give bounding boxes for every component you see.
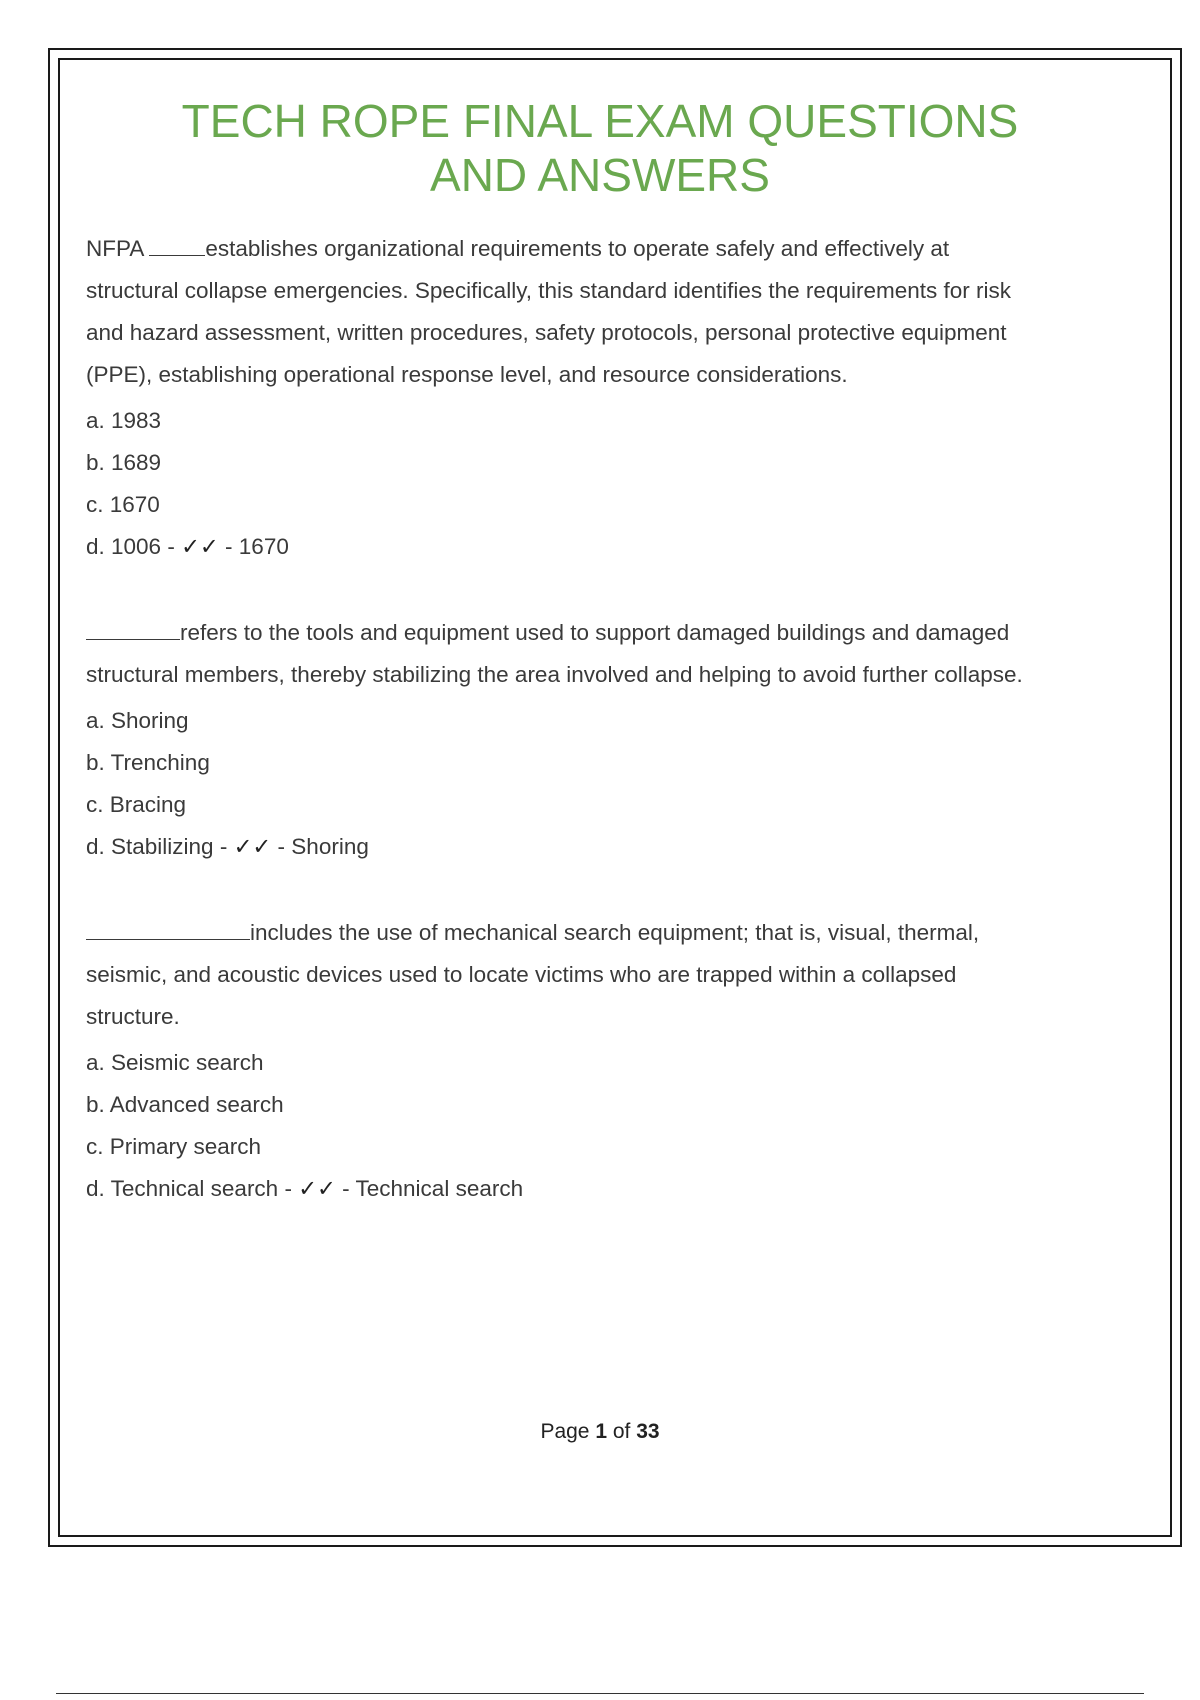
check-icon: ✓✓ (233, 834, 272, 860)
check-icon: ✓✓ (181, 534, 219, 560)
question-prefix: NFPA (86, 236, 150, 261)
question-text (86, 912, 1036, 1038)
next-page-edge (56, 1693, 1144, 1694)
correct-answer: - Shoring (271, 834, 369, 859)
question-body: establishes organizational requirements to operate safely and effectively at structural collapse emergencies. Specifically, this standard identifies the requirements for risk and hazard assessment, written procedures, safety protocols, personal protective equipment (PPE), establishing operational response level, and resource considerations. (86, 236, 1011, 387)
question-text (86, 612, 1036, 696)
check-icon: ✓✓ (298, 1176, 336, 1202)
option-a: a. 1983 (86, 408, 162, 433)
current-page: 1 (595, 1420, 608, 1443)
question-body: refers to the tools and equipment used to support damaged buildings and damaged structural members, thereby stabilizing the area involved and helping to avoid further collapse. (86, 620, 1023, 687)
option-b: b. Advanced search (86, 1092, 284, 1117)
option-d (86, 826, 1036, 868)
option-d-text: d. Technical search - (86, 1176, 299, 1201)
question-list (86, 228, 1036, 1254)
total-pages: 33 (636, 1420, 660, 1443)
title-line-2: AND ANSWERS (430, 149, 770, 201)
option-a: a. Shoring (86, 708, 189, 733)
question-block-3 (86, 912, 1036, 1210)
correct-answer: - Technical search (335, 1176, 524, 1201)
option-d-text: d. 1006 - (86, 534, 182, 559)
option-b: b. Trenching (86, 750, 210, 775)
page-number (0, 1420, 1200, 1444)
of-word: of (607, 1420, 637, 1443)
option-d (86, 526, 1036, 568)
document-title (0, 94, 1200, 202)
correct-answer: - 1670 (218, 534, 289, 559)
option-c: c. Bracing (86, 792, 187, 817)
page-word: Page (540, 1420, 596, 1443)
answer-blank (86, 615, 180, 640)
answer-blank (149, 231, 205, 256)
question-block-2 (86, 612, 1036, 868)
question-block-1 (86, 228, 1036, 568)
option-d (86, 1168, 1036, 1210)
option-c: c. 1670 (86, 492, 160, 517)
answer-blank (86, 915, 250, 940)
option-c: c. Primary search (86, 1134, 262, 1159)
question-body: includes the use of mechanical search equipment; that is, visual, thermal, seismic, and acoustic devices used to locate victims who are trapped within a collapsed structure. (86, 920, 980, 1029)
option-b: b. 1689 (86, 450, 162, 475)
question-text (86, 228, 1036, 396)
title-line-1: TECH ROPE FINAL EXAM QUESTIONS (181, 95, 1019, 147)
option-d-text: d. Stabilizing - (86, 834, 234, 859)
option-a: a. Seismic search (86, 1050, 264, 1075)
